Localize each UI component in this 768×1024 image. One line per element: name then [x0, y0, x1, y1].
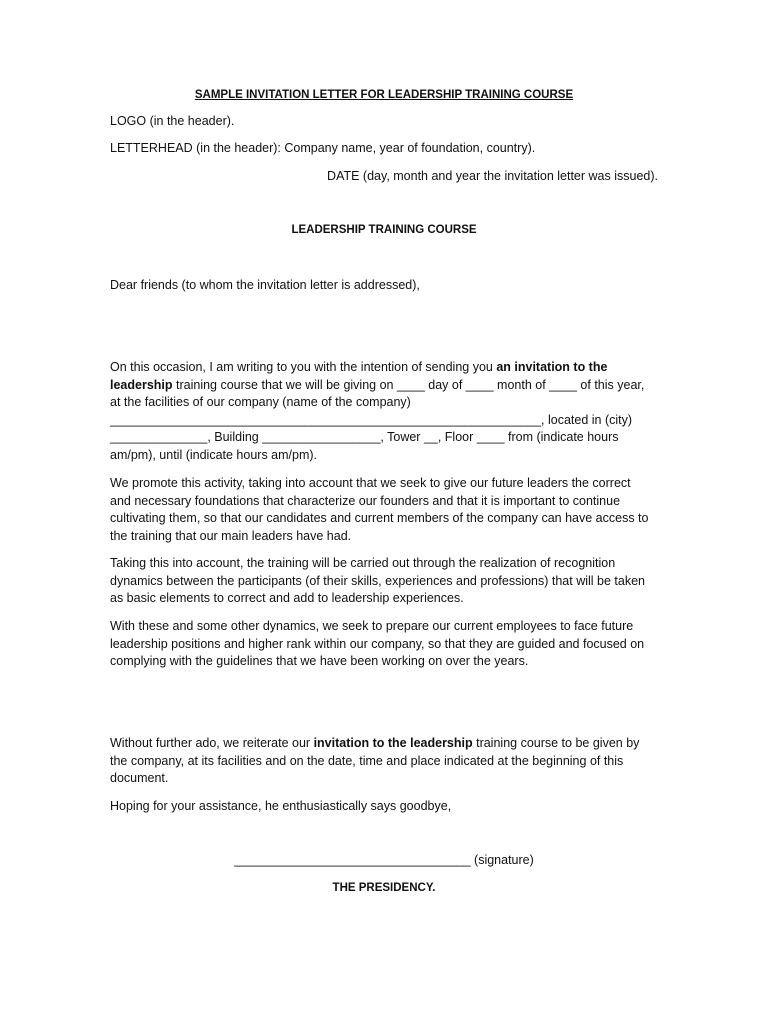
p1-bold: an invitation to the leadership: [110, 360, 608, 392]
paragraph-reiterate: [110, 735, 650, 788]
paragraph-promote: We promote this activity, taking into account that we seek to give our future leaders the correct and necessary foundations that characterize our founders and that it is important to continue cultivating them, so that our candidates and current members of the company can have access to the training that our main leaders have had.: [110, 476, 649, 543]
letterhead-line: LETTERHEAD (in the header): Company name, year of foundation, country).: [110, 141, 536, 155]
p5-bold: invitation to the leadership: [313, 736, 473, 750]
p5-after: training course to be given by the company, at its facilities and on the date, time and place indicated at the beginning of this document.: [110, 736, 640, 785]
p1-after: training course that we will be giving on ____ day of ____ month of ____ of this year, at the facilities of our company (name of the company) ______________________________________________________________, located in (city) ______________, Building _________________, Tower __, Floor ____ from (indicate hours am/pm), until (indicate hours am/pm).: [110, 377, 645, 462]
paragraph-invitation: [110, 359, 650, 464]
section-heading: LEADERSHIP TRAINING COURSE: [291, 224, 477, 236]
p1-before: On this occasion, I am writing to you with the intention of sending you: [110, 360, 497, 374]
salutation: Dear friends (to whom the invitation letter is addressed),: [110, 278, 420, 292]
signer-name: THE PRESIDENCY.: [332, 882, 436, 894]
logo-line: LOGO (in the header).: [110, 114, 235, 128]
paragraph-dynamics: With these and some other dynamics, we seek to prepare our current employees to face future leadership positions and higher rank within our company, so that they are guided and focused on complying with the guidelines that we have been working on over the years.: [110, 619, 645, 668]
date-line: DATE (day, month and year the invitation letter was issued).: [327, 169, 658, 183]
signature-line: __________________________________ (signature): [234, 853, 534, 867]
document-title: SAMPLE INVITATION LETTER FOR LEADERSHIP TRAINING COURSE: [194, 89, 574, 101]
closing-line: Hoping for your assistance, he enthusiastically says goodbye,: [110, 799, 452, 813]
p5-before: Without further ado, we reiterate our: [110, 736, 314, 750]
paragraph-training: Taking this into account, the training will be carried out through the realization of recognition dynamics between the participants (of their skills, experiences and professions) that will be taken as basic elements to correct and add to leadership experiences.: [110, 556, 645, 605]
